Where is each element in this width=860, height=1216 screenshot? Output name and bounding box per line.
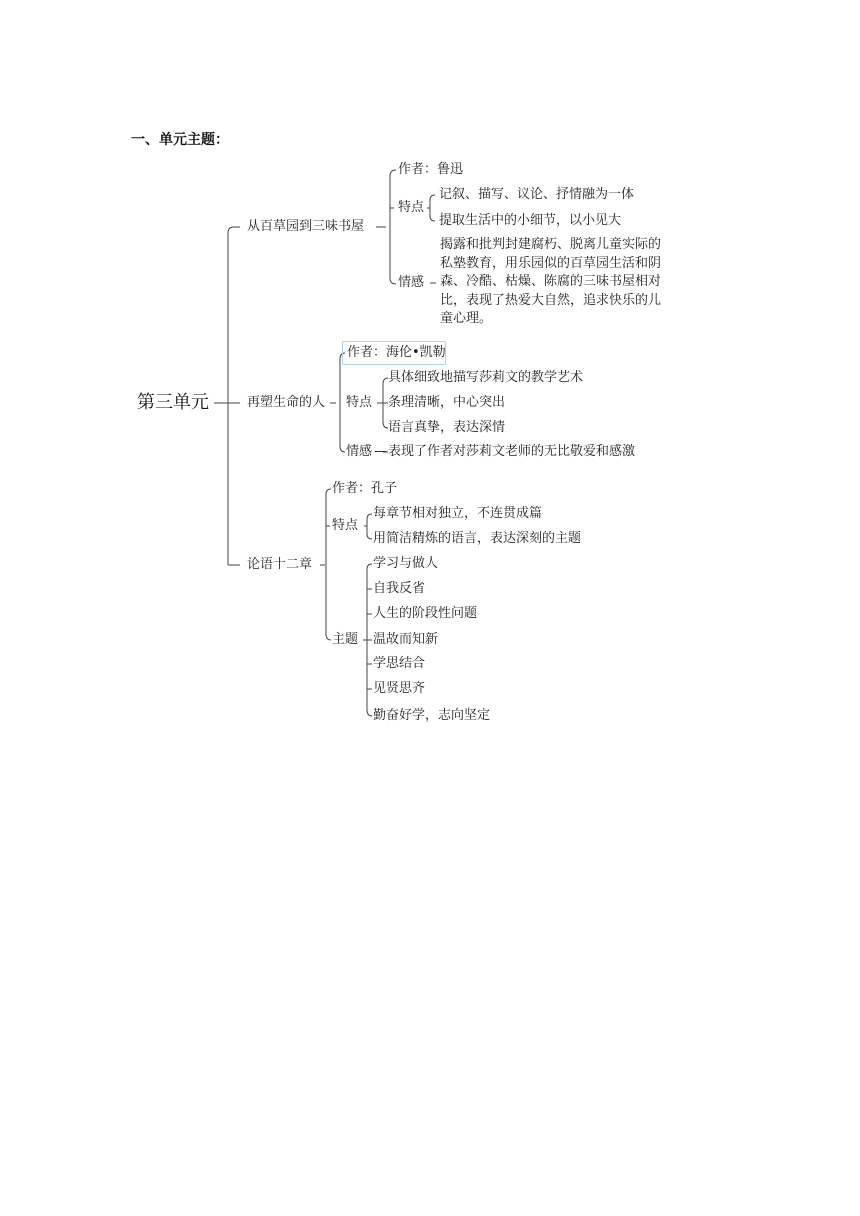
unit-3-theme-3: 人生的阶段性问题	[373, 606, 478, 621]
unit-3-theme-4: 温故而知新	[373, 632, 439, 647]
unit-2-feature-2: 条理清晰，中心突出	[388, 395, 506, 410]
unit-1-author: 作者：鲁迅	[398, 162, 464, 177]
unit-3-theme-7: 勤奋好学，志向坚定	[373, 708, 491, 723]
root-node: 第三单元	[137, 392, 209, 413]
unit-3-author: 作者：孔子	[332, 481, 398, 496]
unit-2-emotion-text: 表现了作者对莎莉文老师的无比敬爱和感激	[388, 444, 636, 459]
unit-2-features-label: 特点	[346, 395, 373, 410]
unit-3-feature-2: 用简洁精炼的语言，表达深刻的主题	[373, 531, 582, 546]
unit-3-feature-1: 每章节相对独立，不连贯成篇	[373, 506, 543, 521]
unit-1-features-label: 特点	[398, 200, 425, 215]
unit-3-theme-2: 自我反省	[373, 581, 426, 596]
unit-2-feature-1: 具体细致地描写莎莉文的教学艺术	[388, 370, 584, 385]
unit-2-feature-3: 语言真挚，表达深情	[388, 420, 506, 435]
unit-1-feature-1: 记叙、描写、议论、抒情融为一体	[439, 187, 635, 202]
unit-title-1: 从百草园到三味书屋	[247, 219, 365, 234]
unit-3-theme-6: 见贤思齐	[373, 681, 426, 696]
unit-3-themes-label: 主题	[332, 632, 359, 647]
unit-2-author: 作者：海伦•凯勒	[347, 345, 446, 360]
unit-title-3: 论语十二章	[247, 557, 313, 572]
unit-title-2: 再塑生命的人	[247, 395, 326, 410]
unit-3-theme-1: 学习与做人	[373, 556, 439, 571]
emotion-dash: —	[374, 444, 387, 459]
unit-1-emotion-label: 情感	[398, 275, 425, 290]
unit-1-feature-2: 提取生活中的小细节，以小见大	[439, 213, 622, 228]
unit-3-theme-5: 学思结合	[373, 656, 426, 671]
unit-1-emotion-text: 揭露和批判封建腐朽、脱离儿童实际的私塾教育，用乐园似的百草园生活和阴森、冷酷、枯燥、陈腐的三味书屋相对比，表现了热爱大自然，追求快乐的儿童心理。	[440, 237, 662, 327]
unit-3-features-label: 特点	[332, 518, 359, 533]
unit-2-emotion-label: 情感	[346, 444, 373, 459]
section-heading: 一、单元主题：	[131, 132, 229, 148]
